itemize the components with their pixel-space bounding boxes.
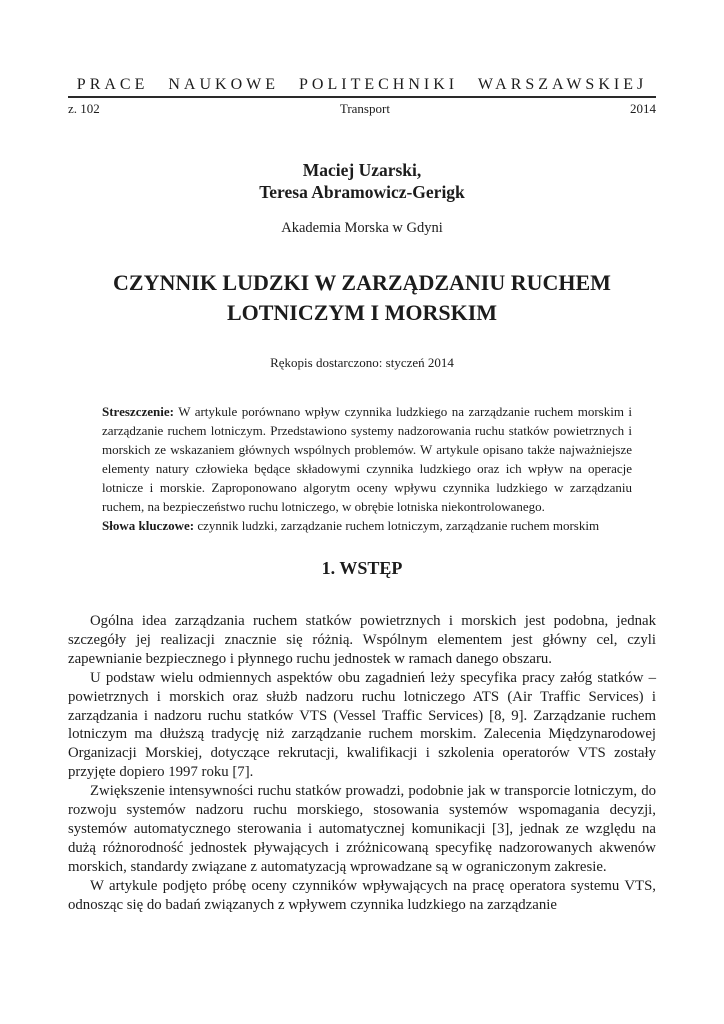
- author-name-1: Maciej Uzarski,: [302, 160, 422, 180]
- journal-series: Transport: [339, 101, 390, 116]
- journal-issue: z. 102: [68, 101, 100, 116]
- author-block: [68, 160, 656, 203]
- keywords-label: Słowa kluczowe:: [102, 518, 195, 533]
- body-paragraph-1: Ogólna idea zarządzania ruchem statków powietrznych i morskich jest podobna, jednak szczegóły jej realizacji znacznie się różnią. Wspólnym elementem jest główny cel, czyli zapewnianie bezpiecznego i płynnego ruchu jednostek w ramach danego obszaru.: [68, 613, 656, 667]
- abstract-label: Streszczenie:: [102, 404, 174, 419]
- article-body: [68, 612, 656, 915]
- journal-year: 2014: [630, 101, 656, 116]
- body-paragraph-2: U podstaw wielu odmiennych aspektów obu zagadnień leży specyfika pracy załóg statków – powietrznych i morskich oraz służb nadzoru ruchu lotniczego ATS (Air Traffic Services) i zarządzania i nadzoru ruchu statków VTS (Vessel Traffic Services) [8, 9]. Zarządzanie ruchem lotniczym ma dłuższą tradycję niż zarządzanie ruchem morskim. Zalecenia Międzynarodowej Organizacji Morskiej, dotyczące rekrutacji, kwalifikacji i szkolenia operatorów VTS zostały przyjęte dopiero 1997 roku [7].: [68, 669, 656, 781]
- header-rule: [68, 96, 656, 98]
- body-paragraph-3: Zwiększenie intensywności ruchu statków prowadzi, podobnie jak w transporcie lotniczym, do rozwoju systemów nadzoru ruchu morskiego, stosowania systemów wspomagania decyzji, systemów automatycznego sterowania i automatycznej komunikacji [3], jednak ze względu na dużą różnorodność jednostek pływających i zróżnicowaną specyfikę nadzorowanych akwenów morskich, standardy związane z automatyzacją wprowadzane są w ograniczonym zakresie.: [68, 783, 656, 875]
- author-name-2: Teresa Abramowicz-Gerigk: [259, 181, 465, 202]
- journal-name: PRACE NAUKOWE POLITECHNIKI WARSZAWSKIEJ: [76, 76, 648, 93]
- affiliation: Akademia Morska w Gdyni: [281, 220, 443, 236]
- keywords-paragraph: [102, 516, 632, 535]
- manuscript-note: Rękopis dostarczono: styczeń 2014: [270, 355, 454, 370]
- section-heading: 1. WSTĘP: [321, 558, 403, 578]
- abstract-paragraph: [102, 402, 632, 516]
- abstract-block: [102, 402, 632, 535]
- keywords-text: czynnik ludzki, zarządzanie ruchem lotniczym, zarządzanie ruchem morskim: [197, 518, 600, 533]
- journal-meta: [68, 101, 656, 117]
- body-paragraph-4: W artykule podjęto próbę oceny czynników wpływających na pracę operatora systemu VTS, odnosząc się do badań związanych z wpływem czynnika ludzkiego na zarządzanie: [68, 877, 656, 913]
- article-title: CZYNNIK LUDZKI W ZARZĄDZANIU RUCHEM LOTNICZYM I MORSKIM: [113, 270, 611, 325]
- abstract-text: W artykule porównano wpływ czynnika ludzkiego na zarządzanie ruchem morskim i zarządzanie ruchem lotniczym. Przedstawiono systemy nadzorowania ruchu statków powietrznych i morskich ze wskazaniem głównych wspólnych problemów. W artykule opisano także najważniejsze elementy natury człowieka będące składowymi czynnika ludzkiego oraz ich wpływ na operacje lotnicze i morskie. Zaproponowano algorytm oceny wpływu czynnika ludzkiego w zarządzaniu ruchem, na bezpieczeństwo ruchu lotniczego, w obrębie lotniska niekontrolowanego.: [102, 404, 633, 514]
